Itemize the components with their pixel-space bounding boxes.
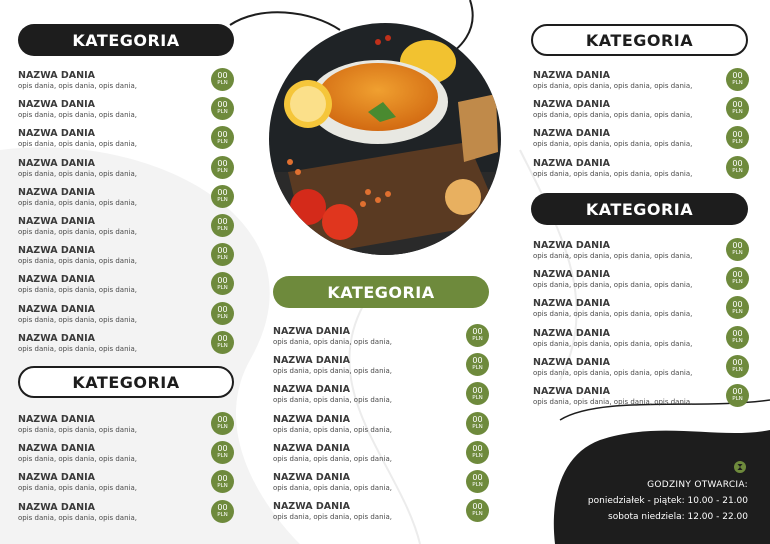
- price-value: 00: [732, 387, 743, 397]
- category-header-right-top: KATEGORIA: [531, 24, 748, 56]
- dish-description: opis dania, opis dania, opis dania, opis dania,: [533, 82, 693, 90]
- price-currency: PLN: [217, 424, 228, 431]
- dish-name: NAZWA DANIA: [18, 99, 95, 111]
- menu-item: [18, 274, 234, 303]
- menu-item: [18, 70, 234, 99]
- price-value: 00: [217, 71, 228, 81]
- price-badge: [211, 470, 234, 493]
- dish-description: opis dania, opis dania, opis dania,: [18, 513, 137, 522]
- price-badge: [211, 97, 234, 120]
- price-badge: [726, 156, 749, 179]
- price-badge: [211, 302, 234, 325]
- price-value: 00: [217, 158, 228, 168]
- opening-hours-weekdays: poniedziałek - piątek: 10.00 - 21.00: [587, 496, 748, 506]
- price-badge: [211, 243, 234, 266]
- dish-description: opis dania, opis dania, opis dania,: [273, 454, 392, 463]
- menu-item: [18, 187, 234, 216]
- price-currency: PLN: [217, 313, 228, 320]
- price-badge: [726, 238, 749, 261]
- price-currency: PLN: [472, 365, 483, 372]
- price-currency: PLN: [217, 453, 228, 460]
- menu-item: [18, 304, 234, 333]
- opening-hours-title: GODZINY OTWARCIA:: [647, 480, 748, 490]
- menu-item: [18, 472, 234, 501]
- price-currency: PLN: [217, 284, 228, 291]
- price-badge: [466, 470, 489, 493]
- price-badge: [211, 272, 234, 295]
- price-badge: [466, 353, 489, 376]
- category-header-left-top: KATEGORIA: [18, 24, 234, 56]
- price-currency: PLN: [472, 482, 483, 489]
- dish-description: opis dania, opis dania, opis dania,: [273, 483, 392, 492]
- price-value: 00: [217, 129, 228, 139]
- price-currency: PLN: [732, 167, 743, 174]
- price-value: 00: [472, 385, 483, 395]
- price-badge: [726, 355, 749, 378]
- dish-description: opis dania, opis dania, opis dania,: [273, 425, 392, 434]
- menu-item: [18, 99, 234, 128]
- dish-name: NAZWA DANIA: [273, 471, 350, 483]
- price-badge: [466, 412, 489, 435]
- price-badge: [211, 214, 234, 237]
- price-badge: [726, 267, 749, 290]
- price-value: 00: [472, 444, 483, 453]
- price-badge: [211, 412, 234, 435]
- dish-description: opis dania, opis dania, opis dania, opis dania,: [533, 368, 693, 377]
- price-value: 00: [732, 328, 743, 338]
- price-badge: [726, 326, 749, 349]
- price-value: 00: [732, 129, 743, 139]
- price-value: 00: [732, 100, 743, 110]
- menu-list-middle: [273, 326, 489, 530]
- price-value: 00: [217, 502, 228, 512]
- menu-item: [18, 443, 234, 472]
- dish-description: opis dania, opis dania, opis dania,: [273, 367, 392, 376]
- dish-name: NAZWA DANIA: [533, 128, 610, 140]
- dish-name: NAZWA DANIA: [18, 157, 95, 169]
- menu-item: [533, 386, 748, 415]
- price-badge: [726, 296, 749, 319]
- price-currency: PLN: [217, 80, 228, 87]
- menu-item: [533, 99, 748, 128]
- dish-description: opis dania, opis dania, opis dania,: [18, 455, 137, 464]
- dish-description: opis dania, opis dania, opis dania, opis dania,: [533, 169, 693, 178]
- price-badge: [726, 68, 749, 91]
- price-currency: PLN: [732, 138, 743, 145]
- dish-name: NAZWA DANIA: [533, 298, 610, 310]
- dish-name: NAZWA DANIA: [273, 355, 350, 367]
- dish-name: NAZWA DANIA: [18, 472, 95, 484]
- price-currency: PLN: [217, 226, 228, 233]
- price-value: 00: [217, 217, 228, 227]
- dish-name: NAZWA DANIA: [533, 157, 610, 169]
- dish-name: NAZWA DANIA: [533, 99, 610, 111]
- price-value: 00: [732, 71, 743, 81]
- dish-description: opis dania, opis dania, opis dania,: [18, 257, 137, 266]
- price-currency: PLN: [732, 109, 743, 116]
- price-value: 00: [217, 246, 228, 256]
- menu-item: [18, 128, 234, 157]
- dish-description: opis dania, opis dania, opis dania, opis dania,: [533, 397, 693, 406]
- price-currency: PLN: [732, 250, 743, 257]
- price-value: 00: [217, 473, 228, 483]
- dish-name: NAZWA DANIA: [18, 501, 95, 513]
- price-badge: [466, 324, 489, 347]
- dish-name: NAZWA DANIA: [273, 501, 350, 513]
- menu-item: [533, 70, 748, 99]
- dish-name: NAZWA DANIA: [18, 443, 95, 455]
- price-value: 00: [217, 188, 228, 197]
- dish-description: opis dania, opis dania, opis dania,: [18, 169, 137, 178]
- dish-name: NAZWA DANIA: [273, 326, 350, 337]
- dish-description: opis dania, opis dania, opis dania,: [18, 82, 137, 90]
- price-currency: PLN: [472, 511, 483, 518]
- dish-description: opis dania, opis dania, opis dania,: [18, 140, 137, 149]
- price-badge: [211, 500, 234, 523]
- menu-item: [533, 240, 748, 269]
- menu-item: [273, 472, 489, 501]
- price-currency: PLN: [732, 80, 743, 87]
- menu-item: [18, 245, 234, 274]
- dish-name: NAZWA DANIA: [273, 413, 350, 425]
- category-header-right-bottom: KATEGORIA: [531, 193, 748, 225]
- hourglass-icon: [734, 461, 746, 473]
- dish-description: opis dania, opis dania, opis dania, opis dania,: [533, 310, 693, 319]
- dish-description: opis dania, opis dania, opis dania,: [18, 426, 137, 434]
- dish-description: opis dania, opis dania, opis dania, opis dania,: [533, 252, 693, 260]
- price-value: 00: [217, 444, 228, 454]
- dish-name: NAZWA DANIA: [18, 186, 95, 198]
- price-value: 00: [217, 415, 228, 425]
- price-badge: [211, 185, 234, 208]
- category-header-left-bottom: KATEGORIA: [18, 366, 234, 398]
- menu-item: [533, 328, 748, 357]
- dish-name: NAZWA DANIA: [533, 70, 610, 81]
- price-value: 00: [217, 333, 228, 343]
- opening-hours-weekend: sobota niedziela: 12.00 - 22.00: [608, 512, 748, 522]
- soup-bowl-photo: [268, 22, 502, 256]
- menu-item: [273, 326, 489, 355]
- menu-item: [533, 128, 748, 157]
- price-value: 00: [732, 241, 743, 251]
- price-currency: PLN: [217, 138, 228, 145]
- price-currency: PLN: [217, 167, 228, 174]
- menu-item: [18, 216, 234, 245]
- menu-item: [18, 333, 234, 362]
- price-badge: [211, 156, 234, 179]
- dish-name: NAZWA DANIA: [18, 274, 95, 286]
- price-value: 00: [217, 275, 228, 285]
- price-value: 00: [732, 299, 743, 309]
- price-currency: PLN: [472, 336, 483, 343]
- price-currency: PLN: [217, 255, 228, 262]
- price-value: 00: [472, 473, 483, 483]
- price-currency: PLN: [217, 511, 228, 518]
- price-badge: [466, 382, 489, 405]
- price-badge: [211, 331, 234, 354]
- dish-description: opis dania, opis dania, opis dania, opis dania,: [533, 281, 693, 290]
- dish-description: opis dania, opis dania, opis dania,: [18, 484, 137, 493]
- price-currency: PLN: [732, 367, 743, 373]
- dish-name: NAZWA DANIA: [533, 385, 610, 397]
- dish-name: NAZWA DANIA: [18, 303, 95, 315]
- dish-description: opis dania, opis dania, opis dania,: [18, 227, 137, 236]
- dish-description: opis dania, opis dania, opis dania,: [18, 344, 137, 353]
- price-currency: PLN: [217, 482, 228, 489]
- price-value: 00: [732, 358, 743, 367]
- menu-item: [533, 298, 748, 327]
- dish-name: NAZWA DANIA: [18, 414, 95, 425]
- menu-item: [18, 158, 234, 187]
- dish-description: opis dania, opis dania, opis dania, opis dania,: [533, 339, 693, 348]
- dish-name: NAZWA DANIA: [18, 245, 95, 257]
- dish-description: opis dania, opis dania, opis dania, opis dania,: [533, 111, 693, 120]
- category-header-middle: KATEGORIA: [273, 276, 489, 308]
- price-value: 00: [217, 100, 228, 110]
- dish-name: NAZWA DANIA: [18, 70, 95, 81]
- menu-list-left-bottom: [18, 414, 234, 531]
- menu-list-right-top: [533, 70, 748, 187]
- price-badge: [466, 441, 489, 464]
- menu-item: [273, 355, 489, 384]
- menu-item: [273, 501, 489, 530]
- dish-name: NAZWA DANIA: [18, 128, 95, 140]
- price-currency: PLN: [732, 396, 743, 403]
- menu-item: [273, 414, 489, 443]
- price-value: 00: [732, 158, 743, 168]
- price-currency: PLN: [472, 394, 483, 401]
- menu-item: [533, 158, 748, 187]
- price-value: 00: [217, 304, 228, 314]
- price-currency: PLN: [217, 109, 228, 116]
- dish-description: opis dania, opis dania, opis dania,: [18, 198, 137, 207]
- price-currency: PLN: [217, 342, 228, 349]
- menu-item: [18, 502, 234, 531]
- price-currency: PLN: [732, 308, 743, 315]
- price-badge: [726, 126, 749, 149]
- dish-description: opis dania, opis dania, opis dania,: [18, 315, 137, 324]
- price-value: 00: [472, 414, 483, 424]
- dish-name: NAZWA DANIA: [533, 327, 610, 339]
- dish-description: opis dania, opis dania, opis dania, opis dania,: [533, 140, 693, 149]
- price-badge: [466, 499, 489, 522]
- dish-description: opis dania, opis dania, opis dania,: [18, 111, 137, 120]
- dish-name: NAZWA DANIA: [273, 442, 350, 454]
- dish-name: NAZWA DANIA: [533, 240, 610, 251]
- price-badge: [211, 68, 234, 91]
- dish-description: opis dania, opis dania, opis dania,: [273, 513, 392, 522]
- menu-item: [273, 384, 489, 413]
- dish-description: opis dania, opis dania, opis dania,: [273, 396, 392, 405]
- price-currency: PLN: [472, 423, 483, 430]
- dish-description: opis dania, opis dania, opis dania,: [18, 286, 137, 295]
- price-badge: [726, 384, 749, 407]
- price-badge: [726, 97, 749, 120]
- price-currency: PLN: [472, 453, 483, 459]
- menu-item: [533, 269, 748, 298]
- price-badge: [211, 126, 234, 149]
- dish-name: NAZWA DANIA: [533, 356, 610, 368]
- price-value: 00: [732, 270, 743, 280]
- menu-item: [533, 357, 748, 386]
- dish-description: opis dania, opis dania, opis dania,: [273, 338, 392, 346]
- menu-list-right-bottom: [533, 240, 748, 415]
- price-value: 00: [472, 327, 483, 337]
- price-currency: PLN: [732, 279, 743, 286]
- price-currency: PLN: [217, 197, 228, 203]
- dish-name: NAZWA DANIA: [18, 215, 95, 227]
- dish-name: NAZWA DANIA: [18, 332, 95, 344]
- price-badge: [211, 441, 234, 464]
- dish-name: NAZWA DANIA: [533, 269, 610, 281]
- price-value: 00: [472, 356, 483, 366]
- price-value: 00: [472, 502, 483, 512]
- dish-name: NAZWA DANIA: [273, 384, 350, 396]
- menu-item: [18, 414, 234, 443]
- menu-item: [273, 443, 489, 472]
- menu-list-left-top: [18, 70, 234, 362]
- price-currency: PLN: [732, 337, 743, 344]
